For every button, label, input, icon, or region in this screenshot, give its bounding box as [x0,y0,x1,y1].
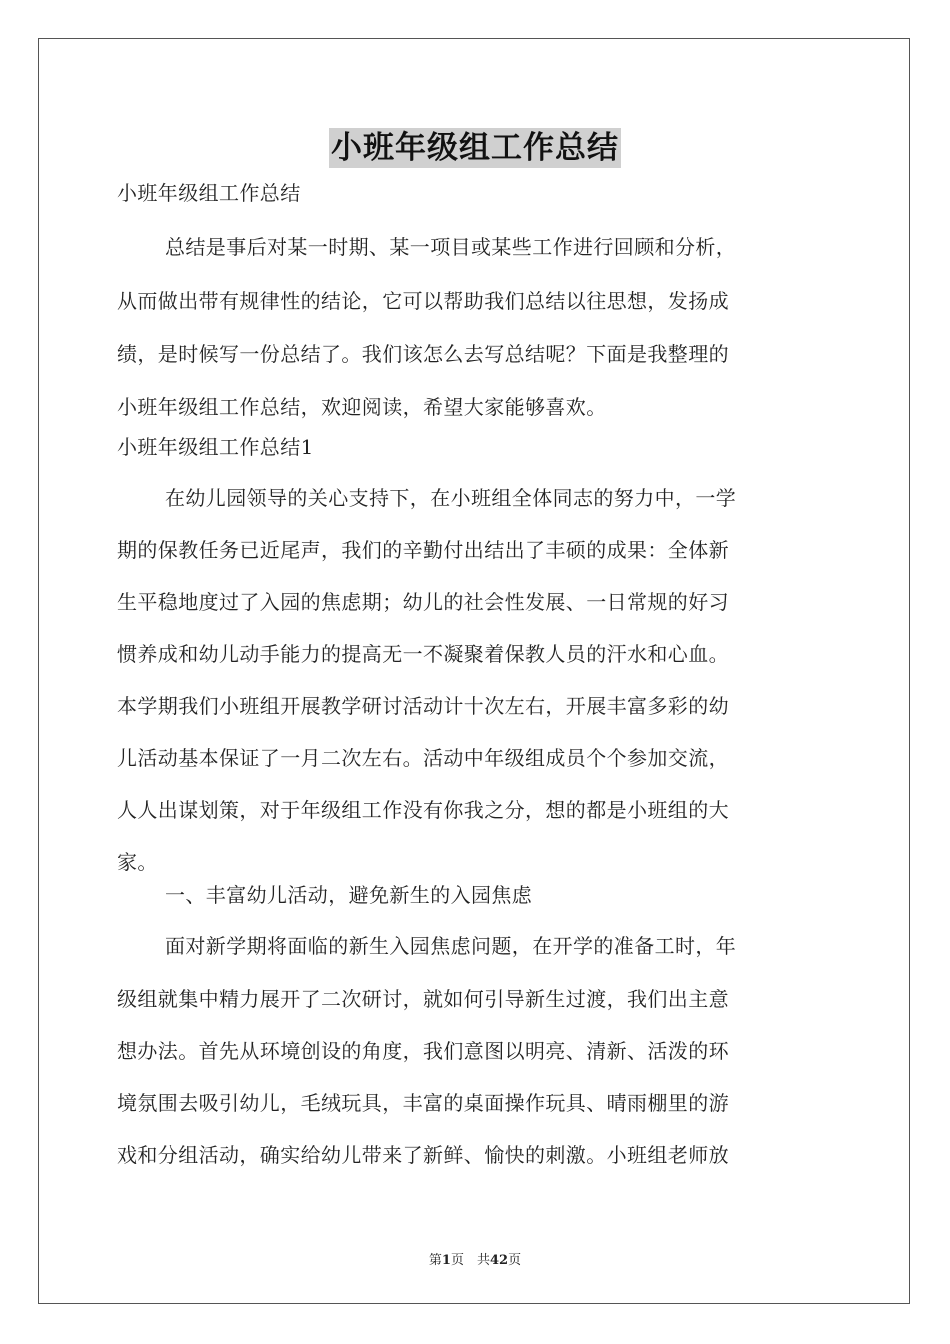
subtitle-line: 小班年级组工作总结 [117,181,301,205]
paragraph-line: 级组就集中精力展开了二次研讨，就如何引导新生过渡，我们出主意 [117,987,729,1011]
paragraph-line: 儿活动基本保证了一月二次左右。活动中年级组成员个个参加交流， [117,746,729,770]
subsection-heading: 一、丰富幼儿活动，避免新生的入园焦虑 [165,883,533,907]
current-page-number: 1 [441,1253,451,1268]
paragraph-line: 想办法。首先从环境创设的角度，我们意图以明亮、清新、活泼的环 [117,1039,729,1063]
paragraph-line: 绩，是时候写一份总结了。我们该怎么去写总结呢？下面是我整理的 [117,342,729,366]
paragraph-line: 人人出谋划策，对于年级组工作没有你我之分，想的都是小班组的大 [117,798,729,822]
paragraph-line: 总结是事后对某一时期、某一项目或某些工作进行回顾和分析， [165,235,737,259]
paragraph-line: 境氛围去吸引幼儿，毛绒玩具，丰富的桌面操作玩具、晴雨棚里的游 [117,1091,729,1115]
paragraph-line: 面对新学期将面临的新生入园焦虑问题，在开学的准备工时，年 [165,934,737,958]
footer-suffix: 页 [508,1253,522,1268]
paragraph-line: 家。 [117,850,158,874]
section-heading: 小班年级组工作总结1 [117,435,314,459]
footer-prefix: 第 [428,1253,442,1268]
title-container [0,128,950,168]
paragraph-line: 戏和分组活动，确实给幼儿带来了新鲜、愉快的刺激。小班组老师放 [117,1143,729,1167]
paragraph-line: 在幼儿园领导的关心支持下，在小班组全体同志的努力中，一学 [165,486,737,510]
page-footer [0,1249,950,1268]
document-title: 小班年级组工作总结 [331,130,619,166]
paragraph-line: 惯养成和幼儿动手能力的提高无一不凝聚着保教人员的汗水和心血。 [117,642,729,666]
paragraph-line: 期的保教任务已近尾声，我们的辛勤付出结出了丰硕的成果：全体新 [117,538,729,562]
total-pages-number: 42 [489,1253,509,1268]
footer-mid: 页 共 [450,1253,490,1268]
paragraph-line: 生平稳地度过了入园的焦虑期；幼儿的社会性发展、一日常规的好习 [117,590,729,614]
paragraph-line: 本学期我们小班组开展教学研讨活动计十次左右，开展丰富多彩的幼 [117,694,729,718]
paragraph-line: 从而做出带有规律性的结论，它可以帮助我们总结以往思想，发扬成 [117,289,729,313]
paragraph-line: 小班年级组工作总结，欢迎阅读，希望大家能够喜欢。 [117,395,607,419]
